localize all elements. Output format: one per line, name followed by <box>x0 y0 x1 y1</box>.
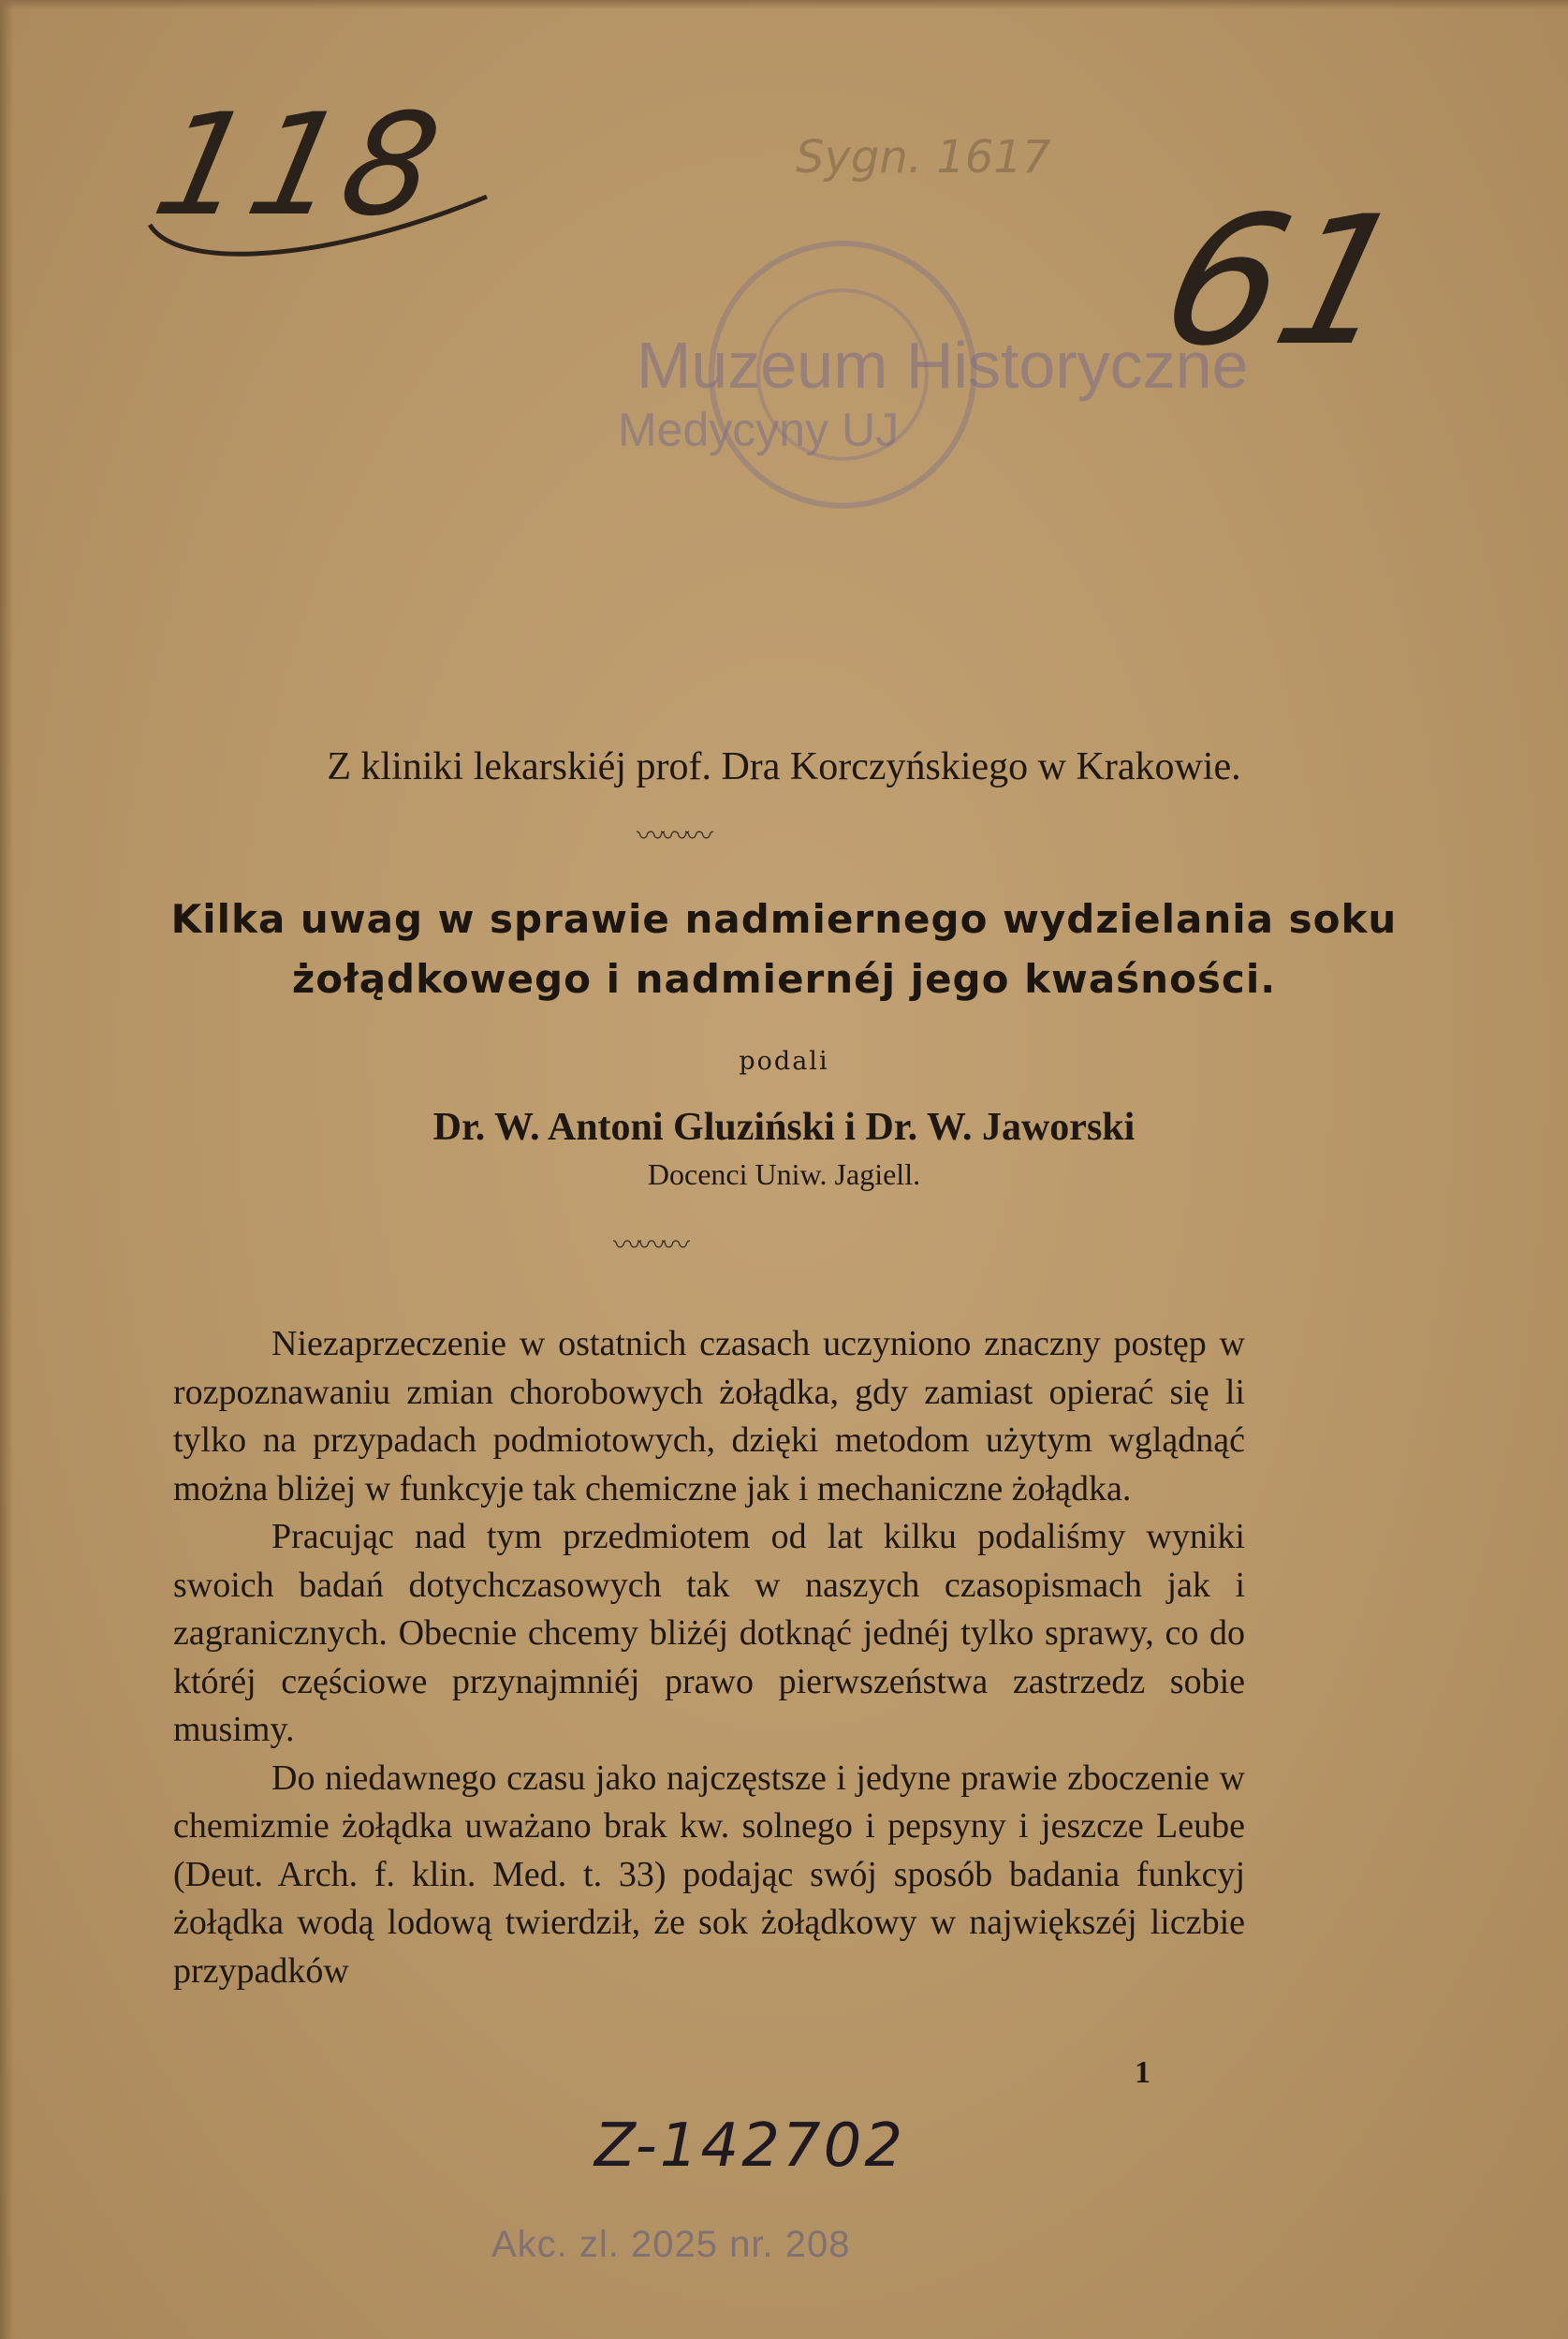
paragraph: Do niedawnego czasu jako najczęstsze i jedyne prawie zboczenie w chemizmie żołądka uważano brak kw. solnego i pepsyny i jeszcze Leube (Deut. Arch. f. klin. Med. t. 33) podając swój sposób badania funkcyj żołądka wodą lodową twierdził, że sok żołądkowy w największéj liczbie przypadków <box>173 1758 1245 1991</box>
handwritten-shelf-number: 61 <box>1144 178 1423 385</box>
paragraph: Pracując nad tym przedmiotem od lat kilku podaliśmy wyniki swoich badań dotychczasowych tak w naszych czasopismach jak i zagranicznych. Obecnie chcemy bliżéj dotknąć jednéj tylko sprawy, co do któréj częściowe przynajmniéj prawo pierwszeństwa zastrzedz sobie musimy. <box>173 1517 1245 1749</box>
divider-ornament-1: 〰〰〰 <box>637 820 710 853</box>
byline-label: podali <box>739 1047 829 1076</box>
article-title <box>0 890 1568 1009</box>
handwritten-catalog-number: 118 <box>141 84 456 247</box>
museum-stamp <box>599 225 1254 599</box>
accession-stamp: Akc. zl. 2025 nr. 208 <box>491 2224 851 2265</box>
page-edge-top <box>0 0 1568 9</box>
paragraph: Niezaprzeczenie w ostatnich czasach uczyniono znaczny postęp w rozpoznawaniu zmian chorobowych żołądka, gdy zamiast opierać się li tylko na przypadach podmiotowych, dzięki metodom użytym wglądnąć można bliżej w funkcyje tak chemiczne jak i mechaniczne żołądka. <box>173 1324 1245 1508</box>
handwritten-underline <box>140 187 496 272</box>
clinic-line: Z kliniki lekarskiéj prof. Dra Korczyńskiego w Krakowie. <box>327 745 1241 788</box>
page-number: 1 <box>1135 2055 1150 2090</box>
author-affiliation: Docenci Uniw. Jagiell. <box>647 1157 921 1191</box>
stamp-line-2: Medycyny UJ <box>618 404 900 456</box>
stamp-line-1: Muzeum Historyczne <box>637 329 1249 402</box>
pencil-note: Sygn. 1617 <box>796 131 1051 184</box>
handwritten-signature-number: Z-142702 <box>594 2111 906 2181</box>
title-line-2: żołądkowego i nadmiernéj jego kwaśności. <box>291 956 1277 1002</box>
authors: Dr. W. Antoni Gluziński i Dr. W. Jaworski <box>432 1106 1136 1149</box>
divider-ornament-2: 〰〰〰 <box>613 1229 686 1262</box>
title-line-1: Kilka uwag w sprawie nadmiernego wydzielania soku <box>170 896 1398 942</box>
body-text <box>173 1320 1245 1995</box>
